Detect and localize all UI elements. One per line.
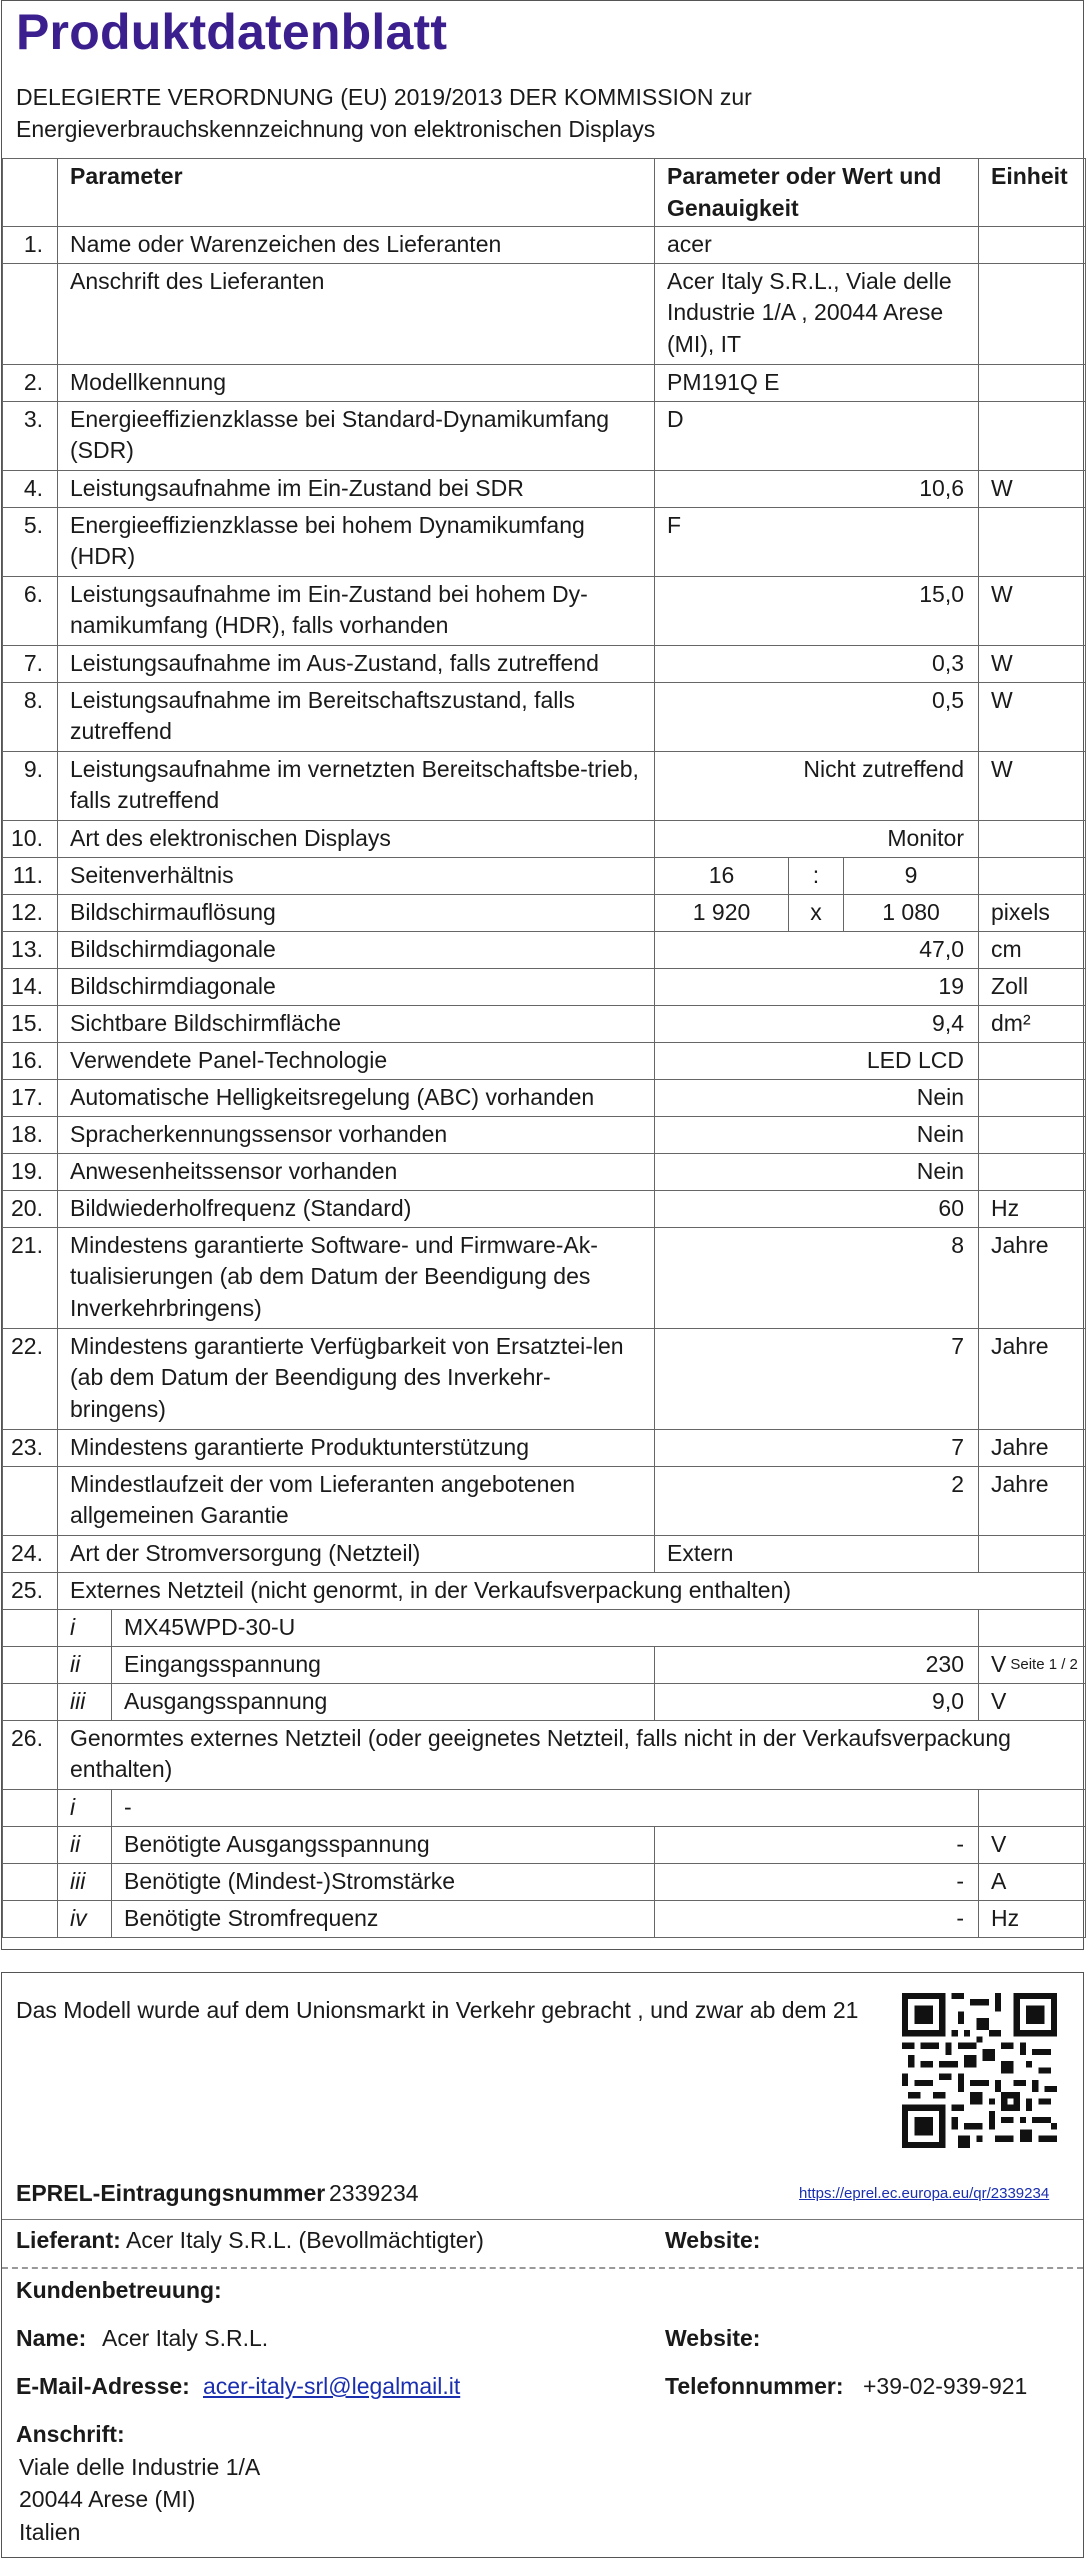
row-unit: W <box>979 645 1086 682</box>
row-param: Mindestens garantierte Verfügbarkeit von Ersatztei-len (ab dem Datum der Beendigung des Inverkehr-bringens) <box>58 1328 655 1429</box>
row-unit: Jahre <box>979 1328 1086 1429</box>
table-row <box>3 1863 1086 1900</box>
table-row <box>3 1900 1086 1937</box>
row-subindex: ii <box>58 1826 112 1863</box>
row-param: Automatische Helligkeitsregelung (ABC) vorhanden <box>58 1079 655 1116</box>
table-row <box>3 227 1086 264</box>
table-row <box>3 1720 1086 1789</box>
row-param: Genormtes externes Netzteil (oder geeignetes Netzteil, falls nicht in der Verkaufsverpackung enthalten) <box>58 1720 1086 1789</box>
row-unit: Hz <box>979 1900 1086 1937</box>
table-row <box>3 507 1086 576</box>
phone-label: Telefonnummer: <box>665 2373 844 2399</box>
row-unit: Jahre <box>979 1227 1086 1328</box>
row-unit: pixels <box>979 894 1086 931</box>
row-unit <box>979 1535 1086 1572</box>
resolution-a: 1 920 <box>655 894 789 931</box>
row-param: Energieeffizienzklasse bei Standard-Dynamikumfang (SDR) <box>58 401 655 470</box>
address-line-1: Viale delle Industrie 1/A <box>19 2454 261 2480</box>
row-param: Leistungsaufnahme im vernetzten Bereitschaftsbe-trieb, falls zutreffend <box>58 751 655 820</box>
row-value: Nein <box>655 1079 979 1116</box>
row-num: 17. <box>3 1079 58 1116</box>
row-num: 5. <box>3 507 58 576</box>
row-unit: Jahre <box>979 1429 1086 1466</box>
customer-service-label: Kundenbetreuung: <box>16 2277 222 2303</box>
row-value: 15,0 <box>655 576 979 645</box>
row-unit: V <box>979 1683 1086 1720</box>
row-param: Name oder Warenzeichen des Lieferanten <box>58 227 655 264</box>
row-unit: Hz <box>979 1190 1086 1227</box>
row-num: 24. <box>3 1535 58 1572</box>
website-label: Website: <box>665 2227 761 2253</box>
parameter-table <box>2 158 1086 1938</box>
row-value: 8 <box>655 1227 979 1328</box>
row-num: 20. <box>3 1190 58 1227</box>
row-num <box>3 1789 58 1826</box>
dashed-divider <box>2 2267 1083 2269</box>
table-row <box>3 1535 1086 1572</box>
row-value: LED LCD <box>655 1042 979 1079</box>
row-value: 2 <box>655 1466 979 1535</box>
divider <box>2 2219 1083 2220</box>
table-row <box>3 1646 1086 1683</box>
table-row <box>3 576 1086 645</box>
address-line-2: 20044 Arese (MI) <box>19 2486 196 2512</box>
table-row <box>3 1227 1086 1328</box>
row-value: 0,3 <box>655 645 979 682</box>
contact-name-label: Name: <box>16 2325 87 2351</box>
row-num: 15. <box>3 1005 58 1042</box>
table-row <box>3 1429 1086 1466</box>
phone-value: +39-02-939-921 <box>863 2373 1028 2399</box>
row-unit: A <box>979 1863 1086 1900</box>
row-num: 23. <box>3 1429 58 1466</box>
row-value: Monitor <box>655 820 979 857</box>
row-value: 9,0 <box>655 1683 979 1720</box>
row-param: Bildschirmauflösung <box>58 894 655 931</box>
row-unit <box>979 507 1086 576</box>
row-unit: W <box>979 682 1086 751</box>
supplier-name: Acer Italy S.R.L. (Bevollmächtigter) <box>126 2227 484 2253</box>
row-param: Ausgangsspannung <box>112 1683 655 1720</box>
row-value: 10,6 <box>655 470 979 507</box>
row-value: 7 <box>655 1429 979 1466</box>
row-num <box>3 263 58 364</box>
table-row <box>3 1042 1086 1079</box>
row-param: Benötigte Ausgangsspannung <box>112 1826 655 1863</box>
email-link[interactable]: acer-italy-srl@legalmail.it <box>203 2373 461 2399</box>
website-label-2: Website: <box>665 2325 761 2351</box>
row-num <box>3 1466 58 1535</box>
row-num: 3. <box>3 401 58 470</box>
table-row <box>3 263 1086 364</box>
row-param: Benötigte Stromfrequenz <box>112 1900 655 1937</box>
table-row <box>3 1153 1086 1190</box>
row-value: Nein <box>655 1153 979 1190</box>
email-label: E-Mail-Adresse: <box>16 2373 190 2399</box>
row-unit <box>979 820 1086 857</box>
row-param: Externes Netzteil (nicht genormt, in der Verkaufsverpackung enthalten) <box>58 1572 1086 1609</box>
row-value: Nein <box>655 1116 979 1153</box>
row-unit <box>979 1609 1086 1646</box>
row-unit: Zoll <box>979 968 1086 1005</box>
row-param: Modellkennung <box>58 364 655 401</box>
row-unit <box>979 1042 1086 1079</box>
row-param: Mindestens garantierte Software- und Firmware-Ak-tualisierungen (ab dem Datum der Beendigung des Inverkehrbringens) <box>58 1227 655 1328</box>
row-num <box>3 1863 58 1900</box>
row-num <box>3 1900 58 1937</box>
row-value: - <box>655 1863 979 1900</box>
row-num <box>3 1609 58 1646</box>
row-param: Verwendete Panel-Technologie <box>58 1042 655 1079</box>
row-value: 60 <box>655 1190 979 1227</box>
supplier-info-panel <box>1 1972 1084 2558</box>
table-row <box>3 1328 1086 1429</box>
row-num: 21. <box>3 1227 58 1328</box>
row-value: F <box>655 507 979 576</box>
row-value: PM191Q E <box>655 364 979 401</box>
row-value: Acer Italy S.R.L., Viale delle Industrie 1/A , 20044 Arese (MI), IT <box>655 263 979 364</box>
page-title: Produktdatenblatt <box>16 4 448 60</box>
row-param: Seitenverhältnis <box>58 857 655 894</box>
row-subindex: iii <box>58 1863 112 1900</box>
row-param: Mindestlaufzeit der vom Lieferanten angebotenen allgemeinen Garantie <box>58 1466 655 1535</box>
row-param: Mindestens garantierte Produktunterstützung <box>58 1429 655 1466</box>
row-unit: W <box>979 576 1086 645</box>
row-unit <box>979 1153 1086 1190</box>
row-param: Leistungsaufnahme im Bereitschaftszustand, falls zutreffend <box>58 682 655 751</box>
row-num: 2. <box>3 364 58 401</box>
row-unit: W <box>979 470 1086 507</box>
row-num: 8. <box>3 682 58 751</box>
row-param: Eingangsspannung <box>112 1646 655 1683</box>
table-row <box>3 1190 1086 1227</box>
header-num <box>3 159 58 227</box>
row-unit <box>979 1646 1086 1683</box>
row-num: 7. <box>3 645 58 682</box>
row-param: Art des elektronischen Displays <box>58 820 655 857</box>
aspect-b: 9 <box>844 857 979 894</box>
unit-text: V <box>991 1650 1007 1677</box>
row-value: Nicht zutreffend <box>655 751 979 820</box>
row-unit <box>979 857 1086 894</box>
row-unit: W <box>979 751 1086 820</box>
row-value: 0,5 <box>655 682 979 751</box>
row-param: Spracherkennungssensor vorhanden <box>58 1116 655 1153</box>
row-unit <box>979 1789 1086 1826</box>
regulation-subtitle: DELEGIERTE VERORDNUNG (EU) 2019/2013 DER KOMMISSION zur Energieverbrauchskennzeichnung von elektronischen Displays <box>16 84 752 142</box>
row-value: 47,0 <box>655 931 979 968</box>
row-num: 4. <box>3 470 58 507</box>
supplier-label: Lieferant: <box>16 2227 121 2253</box>
row-num <box>3 1683 58 1720</box>
table-row <box>3 1826 1086 1863</box>
table-row <box>3 931 1086 968</box>
row-num: 10. <box>3 820 58 857</box>
row-unit: Jahre <box>979 1466 1086 1535</box>
table-row <box>3 645 1086 682</box>
table-row <box>3 1116 1086 1153</box>
row-num: 6. <box>3 576 58 645</box>
row-num: 19. <box>3 1153 58 1190</box>
row-num: 12. <box>3 894 58 931</box>
header-value: Parameter oder Wert und Genauigkeit <box>655 159 979 227</box>
eprel-url-link[interactable]: https://eprel.ec.europa.eu/qr/2339234 <box>799 2185 1050 2202</box>
row-value: 7 <box>655 1328 979 1429</box>
row-subindex: iv <box>58 1900 112 1937</box>
row-param: Benötigte (Mindest-)Stromstärke <box>112 1863 655 1900</box>
row-value: - <box>655 1826 979 1863</box>
page-number: Seite 1 / 2 <box>1010 1655 1078 1673</box>
row-num <box>3 1826 58 1863</box>
row-unit <box>979 401 1086 470</box>
table-row <box>3 968 1086 1005</box>
row-unit <box>979 364 1086 401</box>
row-unit <box>979 1116 1086 1153</box>
row-num: 18. <box>3 1116 58 1153</box>
row-subindex: i <box>58 1789 112 1826</box>
row-value: Extern <box>655 1535 979 1572</box>
row-num: 22. <box>3 1328 58 1429</box>
row-unit <box>979 227 1086 264</box>
row-unit <box>979 263 1086 364</box>
row-param: Anwesenheitssensor vorhanden <box>58 1153 655 1190</box>
row-value: acer <box>655 227 979 264</box>
row-unit: V <box>979 1826 1086 1863</box>
row-subindex: ii <box>58 1646 112 1683</box>
row-value: - <box>655 1900 979 1937</box>
product-datasheet <box>1 0 1084 1950</box>
market-date-text: Das Modell wurde auf dem Unionsmarkt in Verkehr gebracht , und zwar ab dem 21 <box>16 1997 859 2023</box>
row-unit <box>979 1079 1086 1116</box>
aspect-a: 16 <box>655 857 789 894</box>
table-row <box>3 401 1086 470</box>
row-num: 16. <box>3 1042 58 1079</box>
table-row <box>3 1005 1086 1042</box>
resolution-sep: x <box>789 894 844 931</box>
table-row <box>3 1466 1086 1535</box>
row-num: 26. <box>3 1720 58 1789</box>
row-value: D <box>655 401 979 470</box>
row-param: Sichtbare Bildschirmfläche <box>58 1005 655 1042</box>
row-subindex: iii <box>58 1683 112 1720</box>
header-unit: Einheit <box>979 159 1086 227</box>
row-unit: dm² <box>979 1005 1086 1042</box>
table-row <box>3 751 1086 820</box>
row-param: Leistungsaufnahme im Ein-Zustand bei SDR <box>58 470 655 507</box>
row-param: Bildschirmdiagonale <box>58 931 655 968</box>
row-num: 11. <box>3 857 58 894</box>
qr-code[interactable] <box>902 1993 1057 2148</box>
table-row <box>3 1789 1086 1826</box>
row-param: MX45WPD-30-U <box>112 1609 979 1646</box>
row-num: 14. <box>3 968 58 1005</box>
row-param: Leistungsaufnahme im Ein-Zustand bei hohem Dy-namikumfang (HDR), falls vorhanden <box>58 576 655 645</box>
table-row <box>3 1683 1086 1720</box>
row-param: Bildwiederholfrequenz (Standard) <box>58 1190 655 1227</box>
row-unit: cm <box>979 931 1086 968</box>
contact-name-value: Acer Italy S.R.L. <box>102 2325 269 2351</box>
address-label: Anschrift: <box>16 2421 125 2447</box>
table-row <box>3 1572 1086 1609</box>
table-row <box>3 857 1086 894</box>
row-num <box>3 1646 58 1683</box>
row-value: 19 <box>655 968 979 1005</box>
row-param: - <box>112 1789 979 1826</box>
address-line-3: Italien <box>19 2519 81 2545</box>
row-param: Art der Stromversorgung (Netzteil) <box>58 1535 655 1572</box>
table-row <box>3 364 1086 401</box>
table-row <box>3 682 1086 751</box>
row-num: 9. <box>3 751 58 820</box>
eprel-number: 2339234 <box>329 2180 419 2206</box>
row-num: 25. <box>3 1572 58 1609</box>
table-row <box>3 1079 1086 1116</box>
row-num: 1. <box>3 227 58 264</box>
row-param: Bildschirmdiagonale <box>58 968 655 1005</box>
table-row <box>3 1609 1086 1646</box>
resolution-b: 1 080 <box>844 894 979 931</box>
row-param: Anschrift des Lieferanten <box>58 263 655 364</box>
table-row <box>3 470 1086 507</box>
row-param: Energieeffizienzklasse bei hohem Dynamikumfang (HDR) <box>58 507 655 576</box>
row-value: 230 <box>655 1646 979 1683</box>
row-num: 13. <box>3 931 58 968</box>
table-row <box>3 820 1086 857</box>
table-header-row <box>3 159 1086 227</box>
row-subindex: i <box>58 1609 112 1646</box>
table-row <box>3 894 1086 931</box>
row-value: 9,4 <box>655 1005 979 1042</box>
row-param: Leistungsaufnahme im Aus-Zustand, falls zutreffend <box>58 645 655 682</box>
aspect-sep: : <box>789 857 844 894</box>
header-parameter: Parameter <box>58 159 655 227</box>
eprel-label: EPREL-Eintragungsnummer <box>16 2180 326 2206</box>
